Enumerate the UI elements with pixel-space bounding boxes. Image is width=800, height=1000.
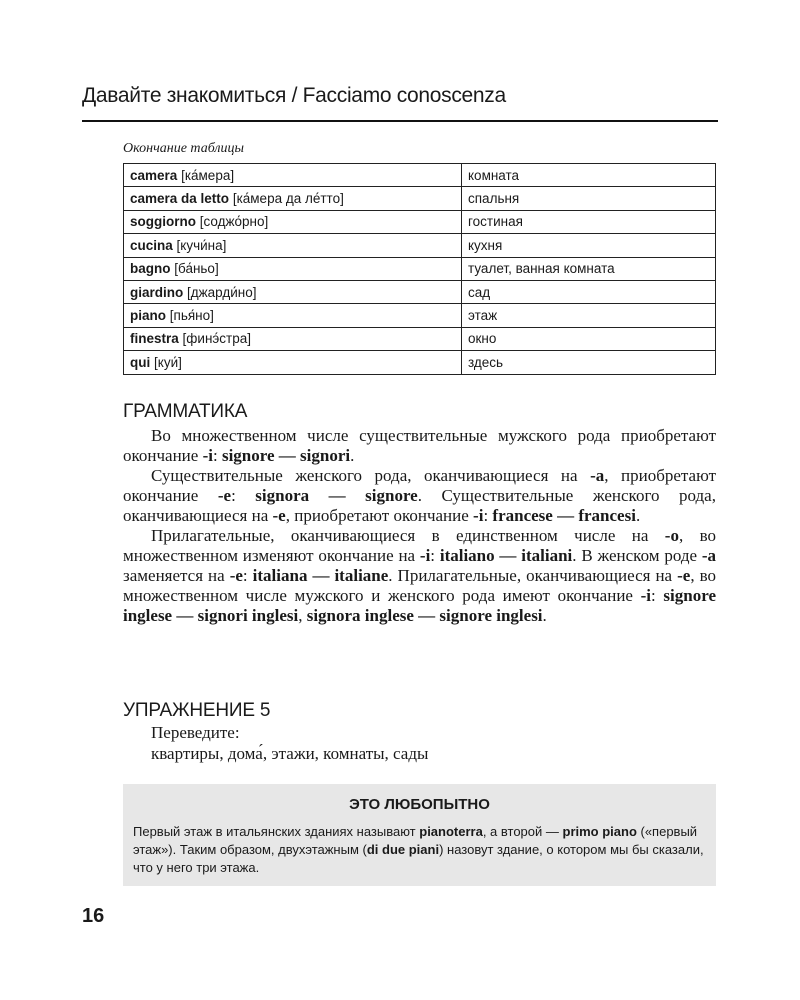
italian-word-cell [124, 280, 462, 303]
transcription: [ка́мера] [181, 167, 235, 183]
translation-cell: сад [462, 280, 716, 303]
translation-cell: туалет, ванная комната [462, 257, 716, 280]
page-header-title: Давайте знакомиться / Facciamo conoscenza [82, 84, 506, 107]
transcription: [кучи́на] [176, 237, 227, 253]
table-row [124, 234, 716, 257]
italian-word-cell [124, 234, 462, 257]
grammar-paragraph-1: Во множественном числе существительные мужского рода приобретают окончание -i: signore — signori. [123, 426, 716, 465]
table-row [124, 210, 716, 233]
exercise-title: УПРАЖНЕНИЕ 5 [123, 700, 271, 721]
transcription: [куи́] [154, 354, 182, 370]
vocabulary-table [123, 163, 716, 375]
fun-fact-text: Первый этаж в итальянских зданиях называют pianoterra, а второй — primo piano («первый этаж»). Таким образом, двухэтажным (di due piani) назовут здание, о котором мы бы сказали, что у него три этажа. [133, 824, 704, 875]
table-caption: Окончание таблицы [123, 141, 244, 156]
translation-cell: этаж [462, 304, 716, 327]
fun-fact-title: ЭТО ЛЮБОПЫТНО [349, 796, 490, 813]
italian-word-cell [124, 327, 462, 350]
page-number: 16 [82, 905, 105, 927]
grammar-paragraph-2: Существительные женского рода, оканчивающиеся на -a, приобретают окончание -e: signora — signore. Существительные женского рода, оканчивающиеся на -e, приобретают окончание -i: francese — francesi. [123, 466, 716, 525]
italian-word: bagno [130, 261, 171, 277]
italian-word: soggiorno [130, 214, 196, 230]
italian-word: cucina [130, 237, 173, 253]
grammar-title: ГРАММАТИКА [123, 401, 248, 422]
transcription: [ба́ньо] [174, 261, 219, 277]
grammar-paragraph-3: Прилагательные, оканчивающиеся в единственном числе на -o, во множественном изменяют окончание на -i: italiano — italiani. В женском роде -a заменяется на -e: italiana — italiane. Прилагательные, оканчивающиеся на -e, во множественном числе мужского и женского рода имеют окончание -i: signore inglese — signori inglesi, signora inglese — signore inglesi. [123, 526, 717, 625]
italian-word-cell [124, 187, 462, 210]
italian-word-cell [124, 257, 462, 280]
table-row [124, 164, 716, 187]
transcription: [пья́но] [169, 308, 214, 324]
translation-cell: комната [462, 164, 716, 187]
table-row [124, 327, 716, 350]
table-row [124, 280, 716, 303]
transcription: [ка́мера да ле́тто] [232, 191, 344, 207]
transcription: [джарди́но] [187, 284, 257, 300]
exercise-words: квартиры, дома́, этажи, комнаты, сады [151, 744, 429, 763]
translation-cell: здесь [462, 351, 716, 374]
italian-word: giardino [130, 284, 184, 300]
exercise-instruction: Переведите: [151, 723, 240, 742]
translation-cell: кухня [462, 234, 716, 257]
header-divider [82, 120, 718, 122]
translation-cell: гостиная [462, 210, 716, 233]
italian-word: camera da letto [130, 191, 230, 207]
italian-word-cell [124, 164, 462, 187]
table-row [124, 257, 716, 280]
translation-cell: спальня [462, 187, 716, 210]
italian-word-cell [124, 304, 462, 327]
transcription: [финэ́стра] [182, 331, 251, 347]
italian-word: piano [130, 308, 166, 324]
table-row [124, 187, 716, 210]
italian-word: qui [130, 354, 151, 370]
italian-word-cell [124, 210, 462, 233]
fun-fact-box [123, 784, 716, 886]
translation-cell: окно [462, 327, 716, 350]
grammar-text [123, 426, 716, 626]
italian-word-cell [124, 351, 462, 374]
italian-word: finestra [130, 331, 179, 347]
italian-word: camera [130, 167, 178, 183]
table-row [124, 351, 716, 374]
table-row [124, 304, 716, 327]
transcription: [соджо́рно] [199, 214, 269, 230]
